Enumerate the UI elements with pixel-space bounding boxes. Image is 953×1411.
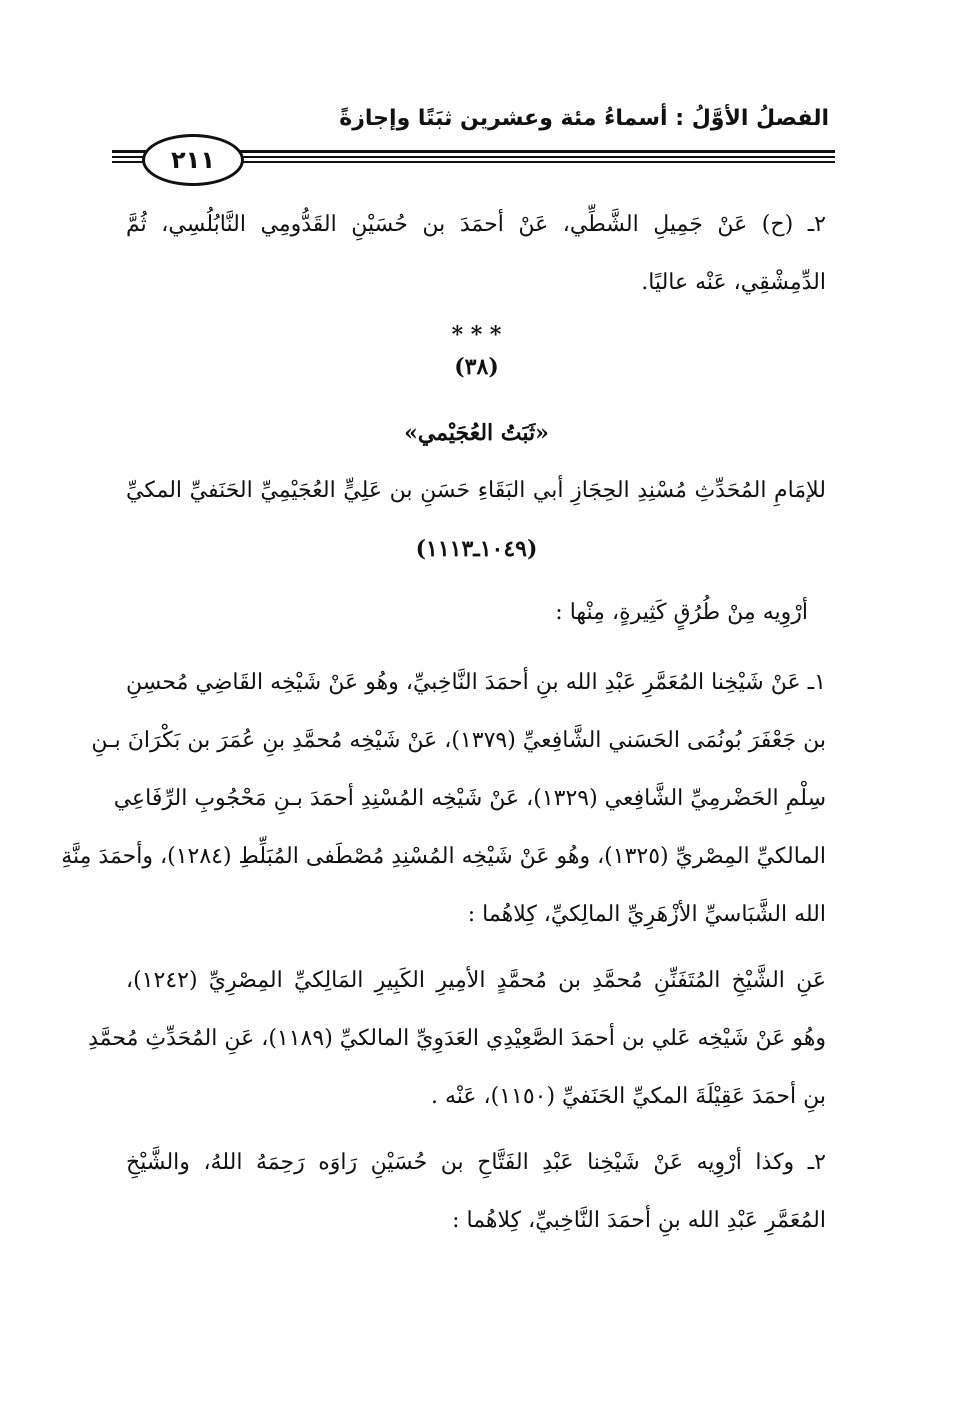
entry-number: (٣٨): [454, 354, 499, 380]
author-dates: (١٠٤٩ـ١١١٣): [415, 536, 538, 562]
body-line: وهُو عَنْ شَيْخِه عَلي بن أحمَدَ الصَّعِيْدِي العَدَوِيِّ المالكيِّ (١١٨٩)، عَنِ المُحَدِّثِ مُحمَّدِ: [88, 1026, 826, 1051]
body-line: عَنِ الشَّيْخِ المُتَفَنِّنِ مُحمَّدِ بن مُحمَّدٍ الأمِيرِ الكَبِيرِ المَالِكيِّ المِصْرِيِّ (١٢٤٢)،: [126, 968, 826, 993]
author-line: للإمَامِ المُحَدِّثِ مُسْنِدِ الحِجَازِ أبي البَقَاءِ حَسَنِ بن عَلِيٍّ العُجَيْمِيِّ الحَنَفيِّ المكيِّ: [126, 478, 826, 503]
body-line: سِلْمِ الحَضْرمِيِّ الشَّافِعي (١٣٢٩)، عَنْ شَيْخِه المُسْنِدِ أحمَدَ بـنِ مَحْجُوبِ الرِّفَاعِي: [113, 786, 826, 811]
entry-title: «ثَبَتُ العُجَيْمي»: [404, 420, 549, 446]
body-line: ١ـ عَنْ شَيْخِنا المُعَمَّرِ عَبْدِ الله بنِ أحمَدَ النَّاخِبيِّ، وهُو عَنْ شَيْخِه القَاضِي مُحسِنِ: [126, 670, 826, 695]
body-line: المالكيِّ المِصْريِّ (١٣٢٥)، وهُو عَنْ شَيْخِه المُسْنِدِ مُصْطَفى المُبَلِّطِ (١٢٨٤)، وأحمَدَ مِنَّةِ: [61, 844, 826, 869]
body-line: ٢ـ (ح) عَنْ جَمِيلِ الشَّطِّي، عَنْ أحمَدَ بن حُسَيْنِ القَدُّومِي النَّابُلُسِي، ثُمَّ: [126, 212, 826, 237]
body-line: ٢ـ وكذا أرْوِيه عَنْ شَيْخِنا عَبْدِ الفَتَّاحِ بن حُسَيْنِ رَاوَه رَحِمَهُ اللهُ، والشَّيْخِ: [126, 1150, 826, 1175]
running-header-title: الفصلُ الأوَّلُ : أسماءُ مئة وعشرين ثبَتًا وإجازةً: [339, 106, 829, 131]
intro-line: أرْوِيه مِنْ طُرُقٍ كَثِيرةٍ، مِنْها :: [555, 600, 808, 625]
section-separator: * * *: [451, 322, 502, 348]
body-line: المُعَمَّرِ عَبْدِ الله بنِ أحمَدَ النَّاخِبيِّ، كِلاهُما :: [452, 1208, 826, 1233]
body-line: الله الشَّبَاسيِّ الأزْهَرِيِّ المالِكيِّ، كِلاهُما :: [467, 902, 826, 927]
page-number-badge: [142, 134, 244, 186]
page-number: ٢١١: [171, 146, 215, 174]
body-line: الدِّمِشْقِي، عَنْه عاليًا.: [641, 270, 826, 295]
body-line: بن جَعْفَرَ بُونُمَى الحَسَني الشَّافِعيِّ (١٣٧٩)، عَنْ شَيْخِه مُحمَّدِ بنِ عُمَرَ بن بَكْرَانَ بـنِ: [91, 728, 826, 753]
body-line: بنِ أحمَدَ عَقِيْلَةَ المكيِّ الحَنَفيِّ (١١٥٠)، عَنْه .: [430, 1084, 826, 1109]
